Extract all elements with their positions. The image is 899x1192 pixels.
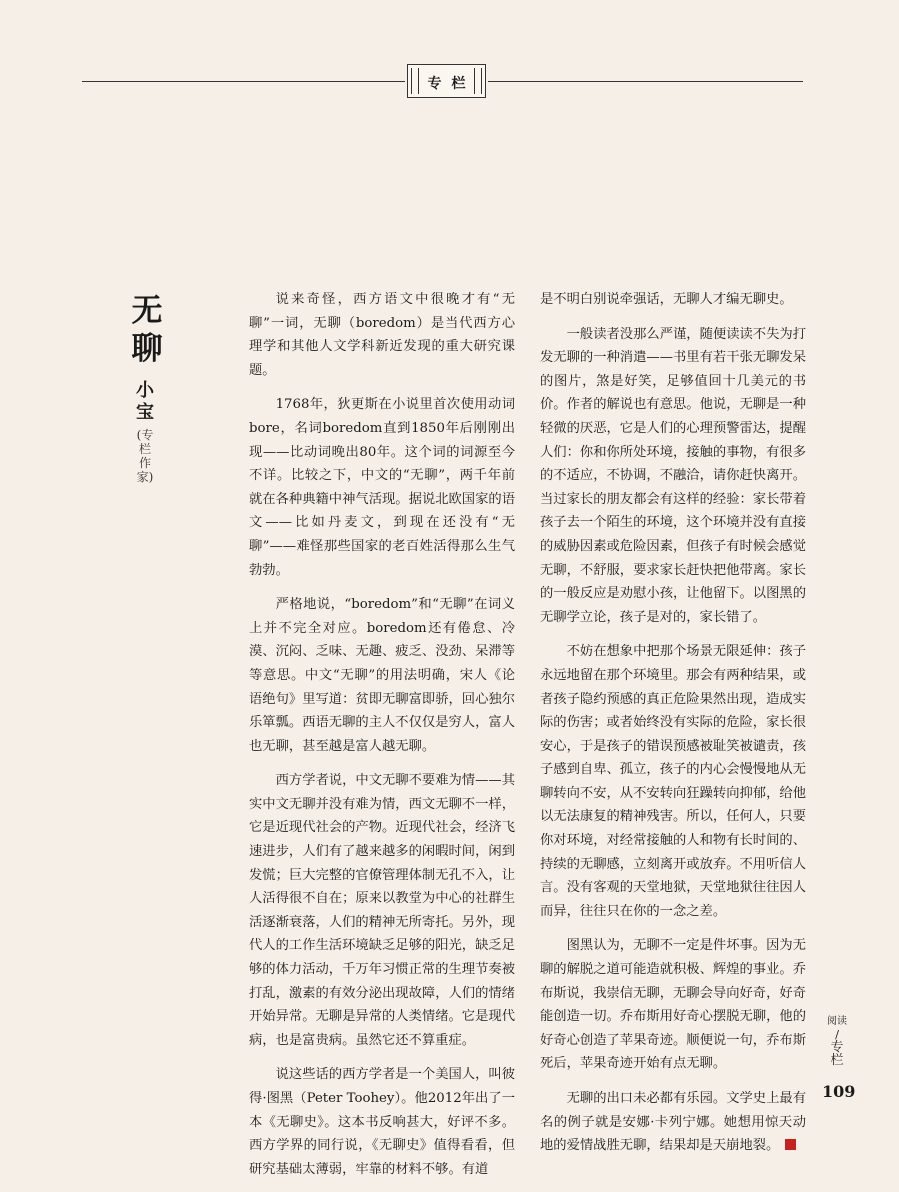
author-role: (专栏作家) <box>136 428 154 484</box>
section-header-box <box>407 64 486 98</box>
paragraph: 不妨在想象中把那个场景无限延伸：孩子永远地留在那个环境里。那会有两种结果，或者孩子隐约预感的真正危险果然出现，造成实际的伤害；或者始终没有实际的危险，家长很安心，于是孩子的错误预感被耻笑被谴责，孩子感到自卑、孤立，孩子的内心会慢慢地从无聊转向不安，从不安转向狂躁转向抑郁，给他以无法康复的精神残害。所以，任何人，只要你对环境，对经常接触的人和物有长时间的、持续的无聊感，立刻离开或放弃。不用听信人言。没有客观的天堂地狱，天堂地狱往往因人而异，往往只在你的一念之差。 <box>540 644 806 919</box>
paragraph: 说这些话的西方学者是一个美国人，叫彼得·图黑（Peter Toohey）。他2012年出了一本《无聊史》。这本书反响甚大，好评不多。西方学界的同行说，《无聊史》值得看看，但研究基础太薄弱，牢靠的材料不够。有道 <box>249 1067 515 1177</box>
footer-section: 专栏 <box>830 1040 844 1068</box>
page-number: 109 <box>822 1082 856 1101</box>
author-name: 小宝 <box>136 380 154 423</box>
body-column-left <box>249 288 515 1192</box>
header-rule-left <box>82 81 405 82</box>
paragraph: 说来奇怪，西方语文中很晚才有“无聊”一词，无聊（boredom）是当代西方心理学和其他人文学科新近发现的重大研究课题。 <box>249 292 515 378</box>
article-title: 无聊 <box>131 293 163 367</box>
paragraph: 严格地说，“boredom”和“无聊”在词义上并不完全对应。boredom还有倦怠、冷漠、沉闷、乏味、无趣、疲乏、没劲、呆滞等等意思。中文“无聊”的用法明确，宋人《论语绝句》里写道：贫即无聊富即骄，回心独尔乐箪瓢。西语无聊的主人不仅仅是穷人，富人也无聊，甚至越是富人越无聊。 <box>249 597 515 754</box>
last-paragraph-text: 无聊的出口未必都有乐园。文学史上最有名的例子就是安娜·卡列宁娜。她想用惊天动地的爱情战胜无聊，结果却是天崩地裂。 <box>540 1091 806 1154</box>
section-header-label: 专栏 <box>427 76 476 92</box>
footer-magazine: 阅读 <box>827 1016 847 1027</box>
body-column-right <box>540 288 806 1169</box>
paragraph: 图黑认为，无聊不一定是件坏事。因为无聊的解脱之道可能造就积极、辉煌的事业。乔布斯说，我崇信无聊，无聊会导向好奇，好奇能创造一切。乔布斯用好奇心摆脱无聊，他的好奇心创造了苹果奇迹。顺便说一句，乔布斯死后，苹果奇迹开始有点无聊。 <box>540 938 806 1072</box>
paragraph: 西方学者说，中文无聊不要难为情——其实中文无聊并没有难为情，西文无聊不一样，它是近现代社会的产物。近现代社会，经济飞速进步，人们有了越来越多的闲暇时间，闲到发慌；巨大完整的官僚管理体制无孔不入，让人活得很不自在；原来以教堂为中心的社群生活逐渐衰落，人们的精神无所寄托。另外，现代人的工作生活环境缺乏足够的阳光，缺乏足够的体力活动，千万年习惯正常的生理节奏被打乱，激素的有效分泌出现故障，人们的情绪开始异常。无聊是异常的人类情绪。它是现代病，也是富贵病。虽然它还不算重症。 <box>249 773 515 1048</box>
header-rule-right <box>488 81 803 82</box>
paragraph-continued: 是不明白别说牵强话，无聊人才编无聊史。 <box>540 292 793 307</box>
end-of-article-mark-icon <box>785 1139 796 1150</box>
paragraph: 1768年，狄更斯在小说里首次使用动词bore，名词boredom直到1850年后刚刚出现——比动词晚出80年。这个词的词源至今不详。比较之下，中文的“无聊”，两千年前就在各种典籍中神气活现。据说北欧国家的语文——比如丹麦文，到现在还没有“无聊”——难怪那些国家的老百姓活得那么生气勃勃。 <box>249 397 515 578</box>
footer-slash-icon: / <box>835 1027 839 1041</box>
footer-section-label <box>825 1015 849 1067</box>
paragraph: 一般读者没那么严谨，随便读读不失为打发无聊的一种消遣——书里有若干张无聊发呆的图片，煞是好笑，足够值回十几美元的书价。作者的解说也有意思。他说，无聊是一种轻微的厌恶，它是人们的心理预警雷达，提醒人们：你和你所处环境，接触的事物，有很多的不适应，不协调，不融洽，请你赶快离开。当过家长的朋友都会有这样的经验：家长带着孩子去一个陌生的环境，这个环境并没有直接的威胁因素或危险因素，但孩子有时候会感觉无聊，不舒服，要求家长赶快把他带离。家长的一般反应是劝慰小孩，让他留下。以图黑的无聊学立论，孩子是对的，家长错了。 <box>540 326 806 625</box>
paragraph-last <box>540 1087 806 1158</box>
